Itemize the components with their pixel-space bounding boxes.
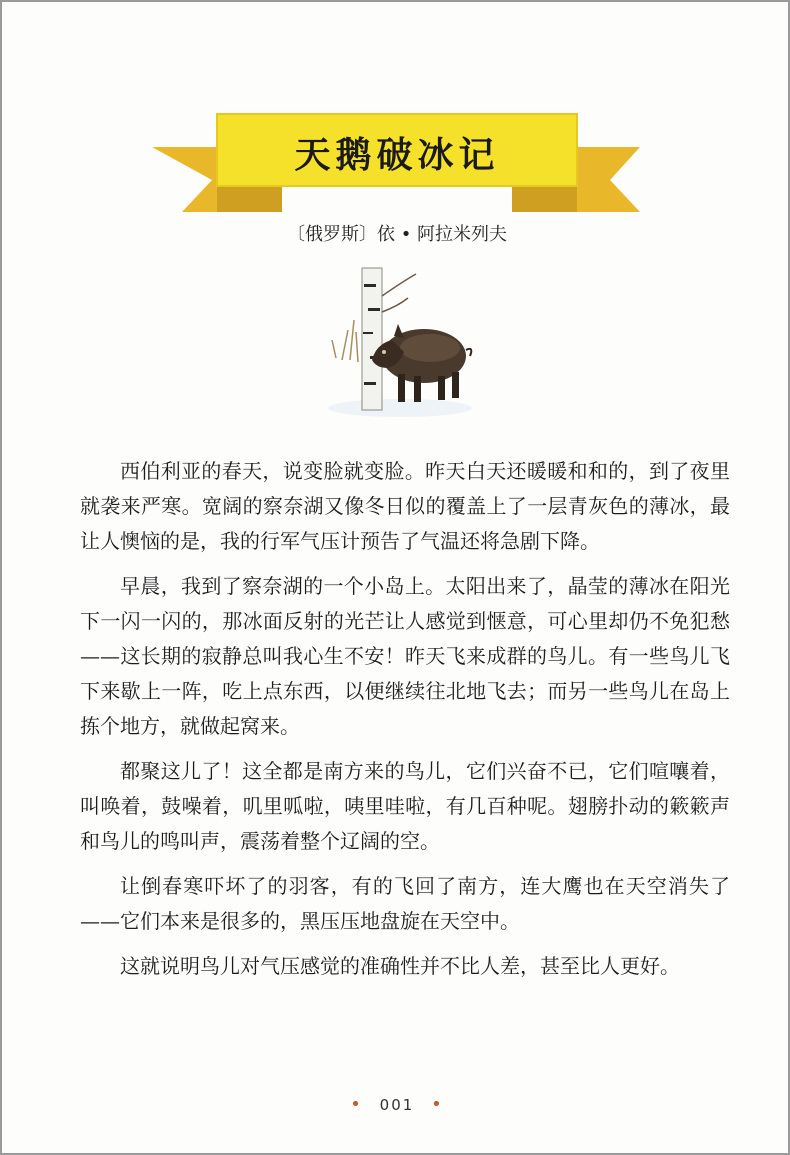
- paragraph: 都聚这儿了！这全都是南方来的鸟儿，它们兴奋不已，它们喧嚷着，叫唤着，鼓噪着，叽里呱啦，咦里哇啦，有几百种呢。翅膀扑动的簌簌声和鸟儿的鸣叫声，震荡着整个辽阔的空。: [80, 759, 730, 853]
- page-footer: [2, 1094, 790, 1115]
- wild-boar-illustration: [320, 260, 480, 424]
- boar-tree-picture: [320, 260, 480, 420]
- paragraph: 西伯利亚的春天，说变脸就变脸。昨天白天还暖暖和和的，到了夜里就袭来严寒。宽阔的察奈湖又像冬日似的覆盖上了一层青灰色的薄冰，最让人懊恼的是，我的行军气压计预告了气温还将急剧下降。: [80, 459, 730, 553]
- dot-icon: •: [350, 1094, 363, 1115]
- chapter-title: 天鹅破冰记: [294, 134, 500, 176]
- dot-icon: •: [431, 1094, 444, 1115]
- paragraph: 这就说明鸟儿对气压感觉的准确性并不比人差，甚至比人更好。: [120, 954, 680, 978]
- page-number: 001: [379, 1096, 415, 1114]
- title-banner: [152, 112, 642, 222]
- paragraph: 让倒春寒吓坏了的羽客，有的飞回了南方，连大鹰也在天空消失了——它们本来是很多的，黑压压地盘旋在天空中。: [80, 874, 730, 933]
- author-line: 〔俄罗斯〕依 • 阿拉米列夫: [286, 224, 508, 245]
- paragraph: 早晨，我到了察奈湖的一个小岛上。太阳出来了，晶莹的薄冰在阳光下一闪一闪的，那冰面反射的光芒让人感觉到惬意，可心里却仍不免犯愁——这长期的寂静总叫我心生不安！昨天飞来成群的鸟儿。有一些鸟儿飞下来歇上一阵，吃上点东西，以便继续往北地飞去；而另一些鸟儿在岛上拣个地方，就做起窝来。: [80, 574, 730, 738]
- article-body: [80, 454, 730, 994]
